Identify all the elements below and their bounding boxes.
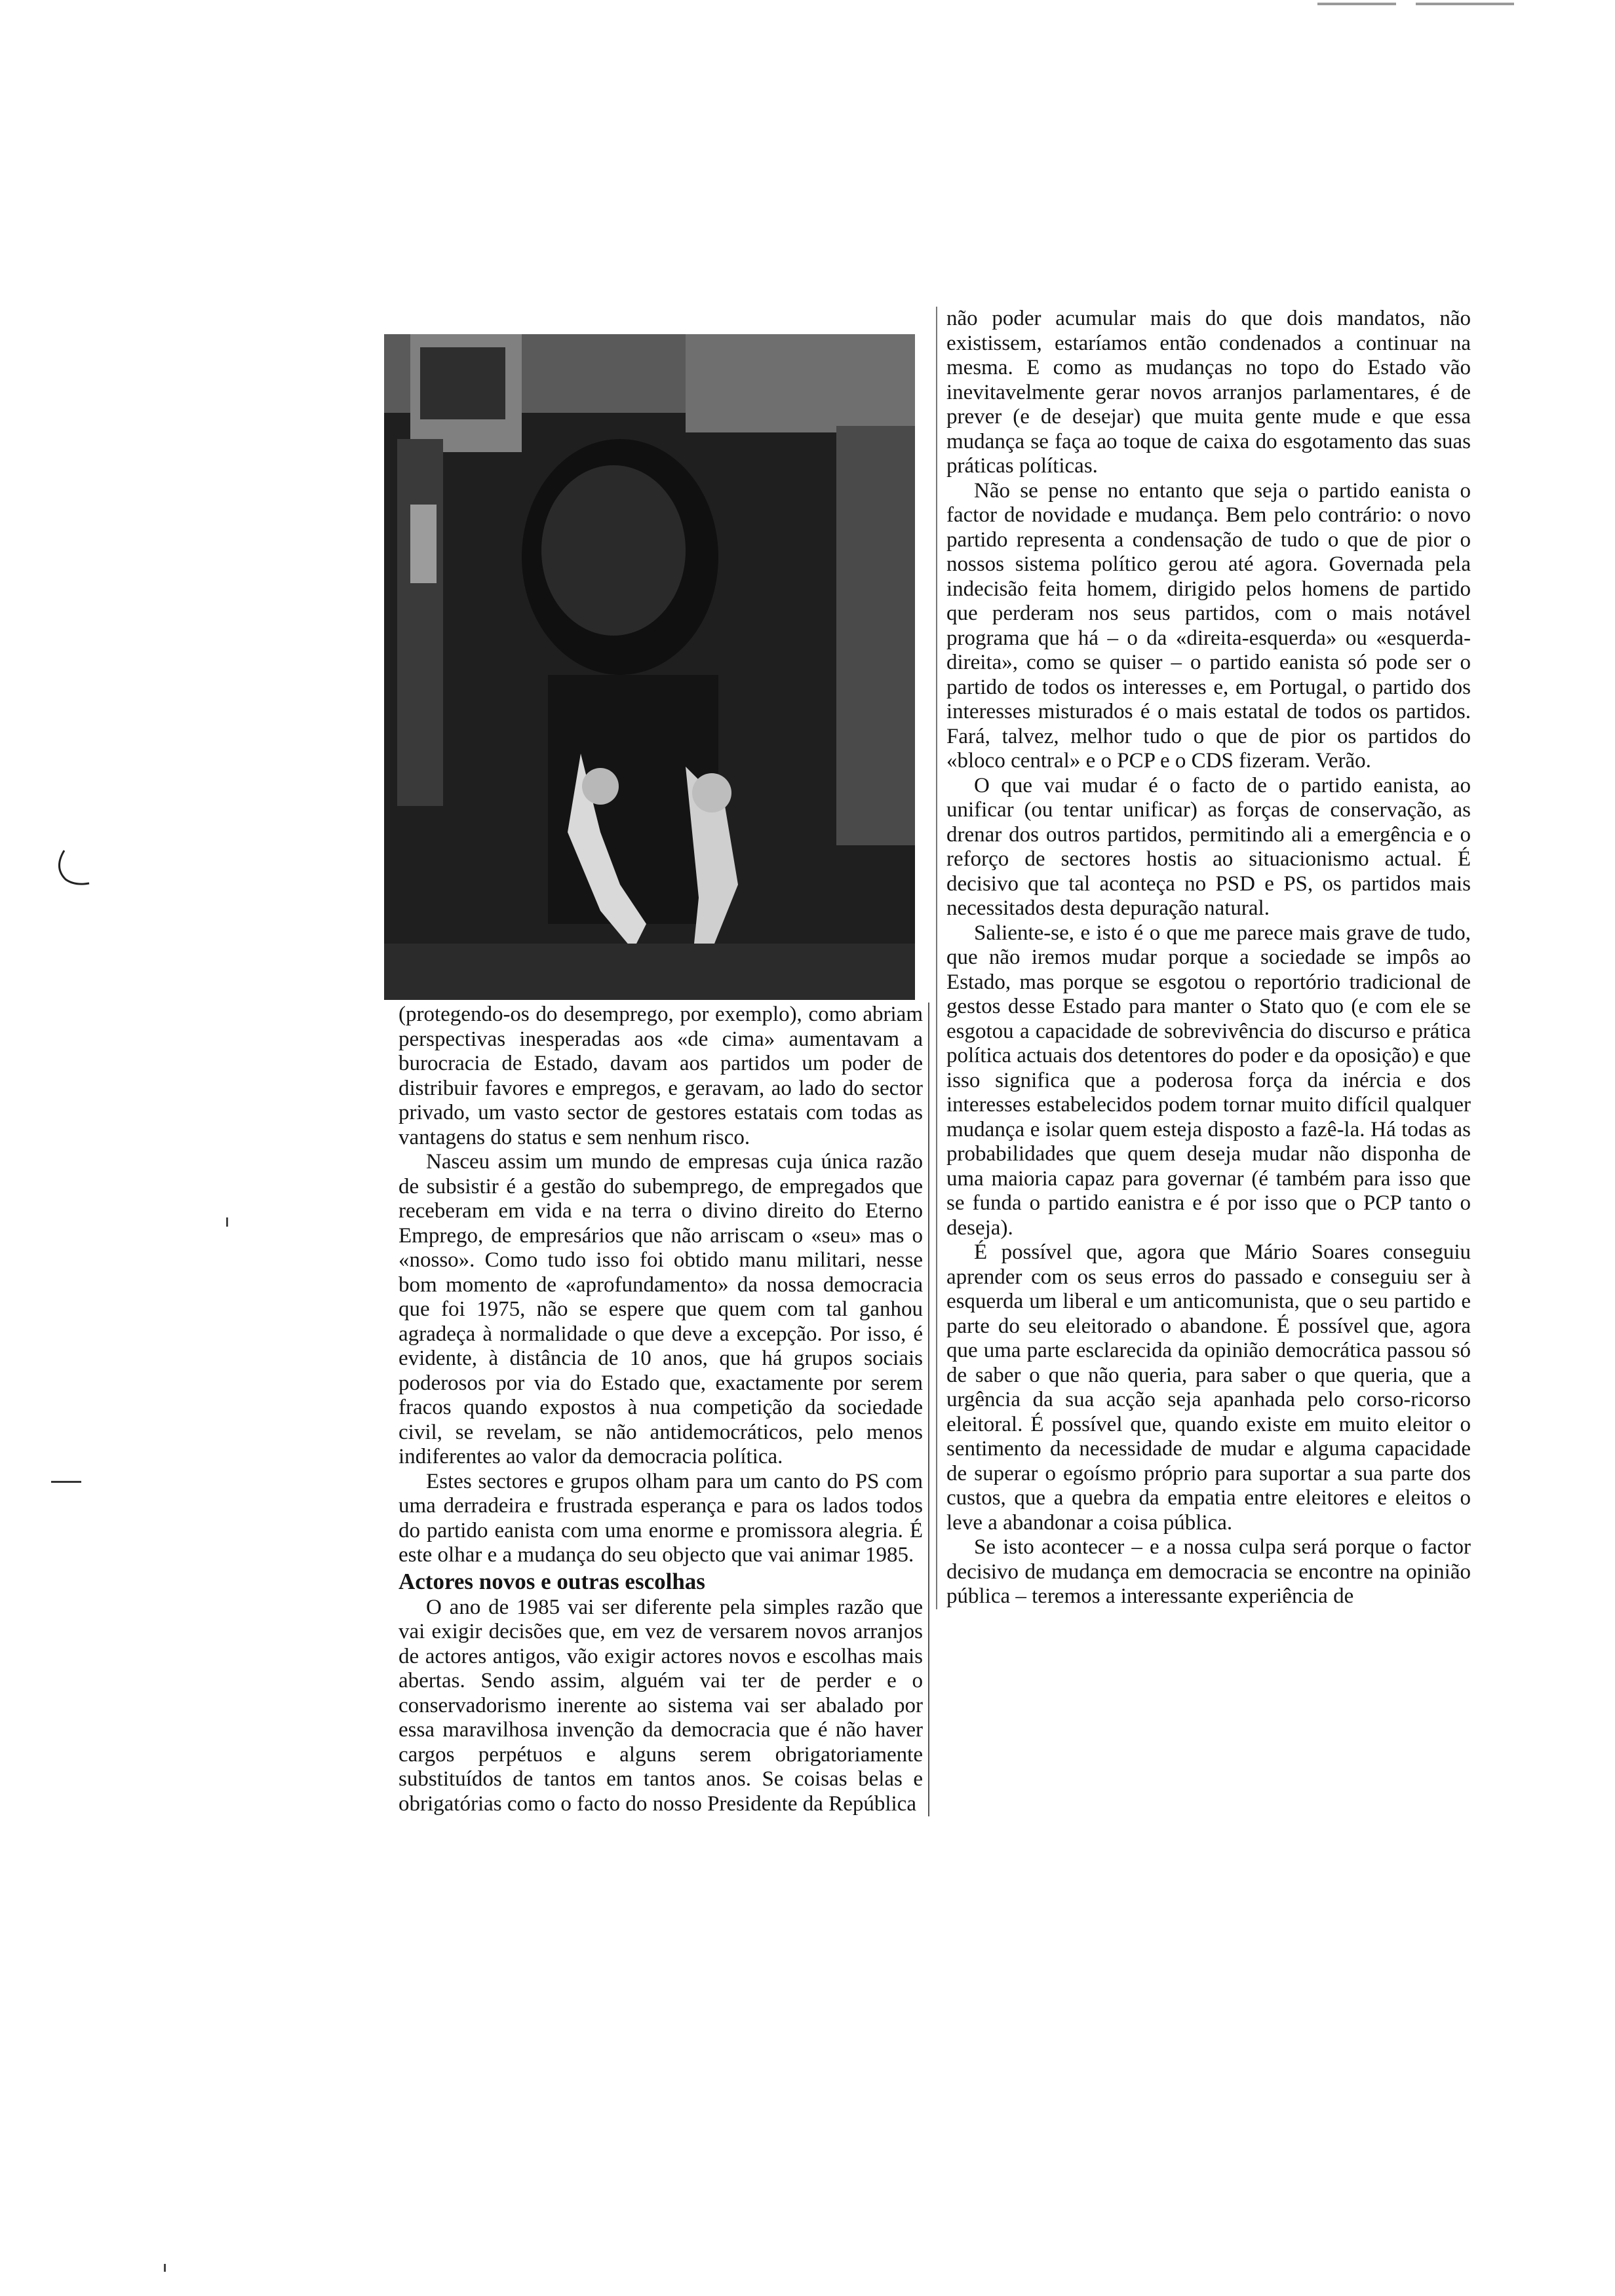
paragraph: Não se pense no entanto que seja o partido eanista o factor de novidade e mudança. Bem pelo contrário: o novo partido representa a condensação de tudo o que de pior o nossos sistema político gerou até agora. Governada pela indecisão feita homem, dirigido pelos homens de partido que perderam nos seus partidos, com o mais notável programa que há – o da «direita-esquerda» ou «esquerda-direita», como se quiser – o partido eanista só pode ser o partido de todos os interesses e, em Portugal, o partido dos interesses misturados é o mais estatal de todos os partidos. Fará, talvez, melhor tudo o que de pior os partidos do «bloco central» e o PCP e o CDS fizeram. Verão.: [946, 478, 1471, 773]
paragraph: O que vai mudar é o facto de o partido eanista, ao unificar (ou tentar unificar) as forças de conservação, as drenar dos outros partidos, permitindo ali a emergência e o reforço de sectores hostis ao situacionismo actual. É decisivo que tal aconteça no PSD e PS, os partidos mais necessitados desta depuração natural.: [946, 773, 1471, 920]
section-subheading: Actores novos e outras escolhas: [399, 1568, 705, 1594]
margin-punch-mark: [51, 848, 97, 900]
paragraph: Nasceu assim um mundo de empresas cuja única razão de subsistir é a gestão do subemprego, de empregados que receberam em vida e na terra o divino direito do Eterno Emprego, de empresários que não arriscam o «seu» mas o «nosso». Como tudo isso foi obtido manu militari, nesse bom momento de «aprofundamento» da nossa democracia que foi 1975, não se espere que quem com tal ganhou agradeça à normalidade o que deve a excepção. Por isso, é evidente, à distância de 10 anos, que há grupos sociais poderosos por via do Estado que, exactamente por serem fracos quando expostos à nua competição da sociedade civil, se revelam, se não antidemocráticos, pelo menos indiferentes ao valor da democracia política.: [399, 1150, 923, 1468]
paragraph: Se isto acontecer – e a nossa culpa será porque o factor decisivo de mudança em democracia se encontre na opinião pública – teremos a interessante experiência de: [946, 1535, 1471, 1608]
photo-halftone: [384, 334, 915, 1000]
caption-continuation: (protegendo-os do desemprego, por exemplo), como abriam perspectivas inesperadas aos «de cima» aumentavam a burocracia de Estado, davam aos partidos um poder de distribuir favores e empregos, e geravam, ao lado do sector privado, um vasto sector de gestores estatais com todas as vantagens do status e sem nenhum risco.: [399, 1003, 923, 1149]
paragraph: O ano de 1985 vai ser diferente pela simples razão que vai exigir decisões que, em vez de versarem novos arranjos de actores antigos, vão exigir actores novos e escolhas mais abertas. Sendo assim, alguém vai ter de perder e o conservadorismo inerente ao sistema vai ser abalado por essa maravilhosa invenção da democracia que é não haver cargos perpétuos e alguns serem obrigatoriamente substituídos de tantos em tantos anos. Se coisas belas e obrigatórias como o facto do nosso Presidente da República: [399, 1595, 923, 1816]
top-edge-rule: [1416, 3, 1514, 5]
paragraph: É possível que, agora que Mário Soares conseguiu aprender com os seus erros do passado e conseguiu ser à esquerda um liberal e um anticomunista, que o seu partido e parte do seu eleitorado o abandone. É possível que, agora que uma parte esclarecida da opinião democrática passou só de saber o que não queria, para saber o que queria, que a urgência da sua acção seja apanhada pelo corso-ricorso eleitoral. É possível que, quando existe em muito eleitor o sentimento da necessidade de mudar e alguma capacidade de superar o egoísmo próprio para suportar a sua parte dos custos, que a quebra da empatia entre eleitores e eleitos o leve a abandonar a coisa pública.: [946, 1240, 1471, 1535]
paragraph: Estes sectores e grupos olham para um canto do PS com uma derradeira e frustrada esperança e para os lados todos do partido eanista com uma enorme e promissora alegria. É este olhar e a mudança do seu objecto que vai animar 1985.: [399, 1469, 923, 1567]
margin-tick: [226, 1217, 228, 1227]
right-column: [936, 307, 1471, 1609]
paragraph: Saliente-se, e isto é o que me parece mais grave de tudo, que não iremos mudar porque a sociedade se impôs ao Estado, mas porque se esgotou o reportório tradicional de gestos desse Estado para manter o Stato quo (e com ele se esgotou a capacidade de sobrevivência do discurso e prática política actuais dos detentores do poder e da oposição) e que isso significa que a poderosa força da inércia e dos interesses estabelecidos podem tornar muito difícil qualquer mudança e isolar quem esteja disposto a fazê-la. Há todas as probabilidades que quem deseja mudar não disponha de uma maioria capaz para governar (é também para isso que se funda o partido eanistra e é por isso que o PCP tanto o deseja).: [946, 921, 1471, 1240]
newspaper-photo: [384, 334, 915, 1000]
paragraph: não poder acumular mais do que dois mandatos, não existissem, estaríamos então condenados a continuar na mesma. E como as mudanças no topo do Estado vão inevitavelmente gerar novos arranjos parlamentares, é de prever (e de desejar) que muita gente mude e que essa mudança se faça ao toque de caixa do esgotamento das suas práticas políticas.: [946, 307, 1471, 478]
margin-tick: [51, 1481, 81, 1483]
margin-tick: [164, 2264, 166, 2272]
left-column: [399, 1003, 929, 1816]
top-edge-rule: [1317, 3, 1396, 5]
